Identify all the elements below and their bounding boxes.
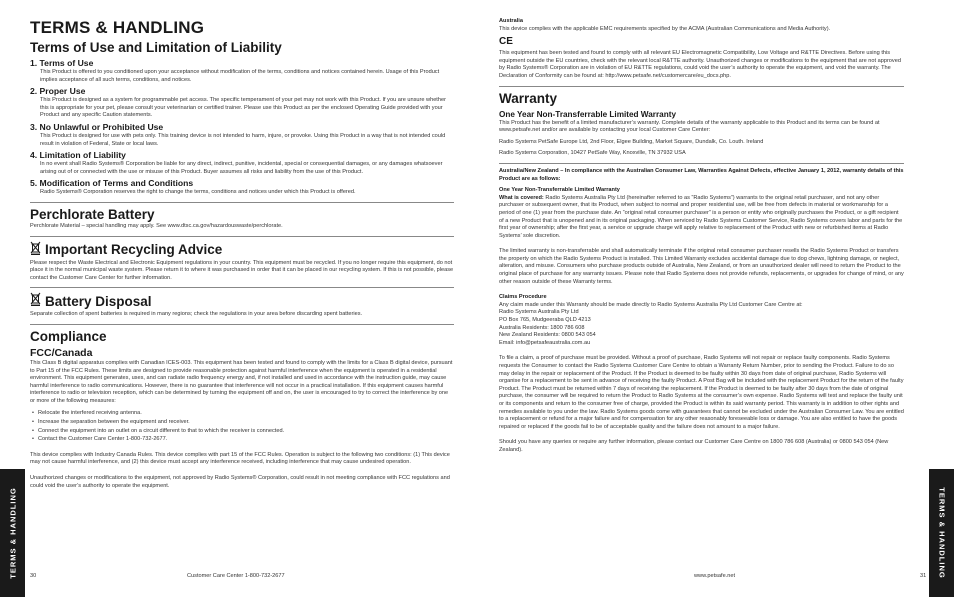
divider [30, 287, 454, 288]
divider [499, 86, 904, 87]
claims-line: New Zealand Residents: 0800 543 054 [499, 332, 596, 339]
divider [30, 236, 454, 237]
side-tab [0, 469, 25, 597]
page-number: 31 [920, 573, 927, 579]
no-unlawful-use-title: 3. No Unlawful or Prohibited Use [30, 121, 164, 132]
address-usa: Radio Systems Corporation, 10427 PetSafe Way, Knoxville, TN 37932 USA [499, 150, 686, 157]
list-item: • Contact the Customer Care Center 1-800-732-2677. [32, 435, 454, 444]
divider [499, 163, 904, 164]
industry-canada-body: This device complies with Industry Canada Rules. This device complies with part 15 of the FCC Rules. Operation is subject to the following two conditions: (1) This device may not cause harmful interference, and (2) this device must accept any interference received, including interference that may cause undesired operation. [30, 451, 450, 466]
crossed-out-bin-icon [30, 241, 41, 260]
terms-of-use-body: This Product is offered to you conditioned upon your acceptance without modification of the terms, conditions and notices contained herein. Usage of this Product implies acceptance of all such terms, conditions, and notices. [40, 69, 440, 83]
footer-text: Customer Care Center 1-800-732-2677 [187, 573, 285, 579]
battery-heading-row [30, 292, 454, 311]
divider [30, 202, 454, 203]
ce-body: This equipment has been tested and found to comply with all relevant EU Electromagnetic Compatibility, Low Voltage and R&TTE Directives. Before using this equipment outside the EU countries, check with the relevant local R&TTE authority. Unauthorized changes or modifications to the equipment that are not approved by Radio Systems® Corporation are in violation of EU R&TTE regulations, could void the user’s authority to operate the equipment, and void the warranty. The Declaration of Conformity can be found at: http://www.petsafe.net/customercare/eu_docs.php. [499, 50, 901, 79]
perchlorate-heading: Perchlorate Battery [30, 206, 155, 222]
australia-heading: Australia [499, 18, 523, 24]
side-tab-label: TERMS & HANDLING [8, 487, 17, 579]
terms-of-use-title: 1. Terms of Use [30, 58, 94, 68]
fcc-body: This Class B digital apparatus complies with Canadian ICES-003. This equipment has been tested and found to comply with the limits for a Class B digital device, pursuant to Part 15 of the FCC Rules. These limits are designed to provide reasonable protection against harmful interference when the equipment is operated in a residential environment. This equipment generates, uses, and can radiate radio frequency energy and, if not installed and used in accordance with the instruction guide, may cause harmful interference to radio communications. However, there is no guarantee that interference will not occur in a practical installation. If this equipment causes harmful interference to radio or television reception, which can be determined by turning the equipment off and on, the user is encouraged to try to correct the interference by one or more of the following measures: [30, 359, 453, 404]
no-unlawful-use-body: This Product is designed for use with pets only. This training device is not intended to harm, injure, or provoke. Using this Product in a way that is not intended could result in violation of Federal, State or local laws. [40, 132, 446, 147]
proper-use-title: 2. Proper Use [30, 86, 86, 97]
fcc-heading: FCC/Canada [30, 346, 93, 359]
claims-line: Email: info@petsafeaustralia.com.au [499, 339, 591, 346]
limited-warranty-body: The limited warranty is non-transferrable and shall automatically terminate if the original retail consumer purchaser resells the Radio Systems Product or transfers the property on which the Radio Systems Product is installed. This Limited Warranty excludes accidental damage due to dog chews, lightning damage, or neglect, alteration, and misuse. Consumers who purchase products outside of Australia, New Zealand, or from an unauthorized dealer will need to return the Product to the original place of purchase for any warranty issues. Please note that Radio Systems does not provide refunds, replacements, or upgrades for change of mind, or any other reason outside of these Warranty terms. [499, 248, 904, 285]
limitation-body: In no event shall Radio Systems® Corporation be liable for any direct, indirect, punitive, incidental, special or consequential damages, or any damages whatsoever arising out of or connected with the use or misuse of this Product. Buyer assumes all risks and liability from the use of this Product. [40, 161, 443, 175]
anz-heading: Australia/New Zealand – In compliance with the Australian Consumer Law, Warranties Against Defects, effective January 1, 2012, warranty details of this Product are as follows: [499, 167, 904, 182]
proper-use-body: This Product is designed as a system for programmable pet access. The specific temperament of your pet may not work with this Product. If you are unsure whether this is appropriate for your pet, please consult your veterinarian or certified trainer. Please use this Product as per the enclosed Operating Guide provided with your Product and any specific Caution statements. [40, 97, 446, 119]
warranty-heading: Warranty [499, 90, 558, 106]
claims-line: Australia Residents: 1800 786 608 [499, 324, 585, 331]
unauthorized-changes-body: Unauthorized changes or modifications to the equipment, not approved by Radio Systems® Corporation, could result in not meeting compliance with FCC regulations and could void the user’s authority to operate the equipment. [30, 475, 450, 489]
modification-title: 5. Modification of Terms and Conditions [30, 178, 194, 189]
perchlorate-body: Perchlorate Material – special handling may apply. See www.dtsc.ca.gov/hazardouswaste/perchlorate. [30, 222, 283, 229]
warranty-body: This Product has the benefit of a limited manufacturer’s warranty. Complete details of the warranty applicable to this Product and its terms can be found at www.petsafe.net and/or are available by contacting your local Customer Care Center: [499, 119, 880, 134]
covered-label: What is covered: [499, 194, 544, 201]
claims-intro: Any claim made under this Warranty should be made directly to Radio Systems Australia Pty Ltd Customer Care Centre at: [499, 301, 803, 308]
list-item: • Relocate the interfered receiving antenna. [32, 409, 454, 418]
warranty-subheading: One Year Non-Transferrable Limited Warranty [499, 109, 676, 119]
list-item: • Increase the separation between the equipment and receiver. [32, 418, 454, 427]
fcc-measures-list [32, 409, 454, 443]
side-tab-label: TERMS & HANDLING [937, 487, 946, 579]
terms-heading: Terms of Use and Limitation of Liability [30, 40, 282, 55]
battery-heading: Battery Disposal [45, 293, 152, 309]
covered-body: Radio Systems Australia Pty Ltd (hereinafter referred to as “Radio Systems”) warrants to the original retail purchaser, and not any other purchaser or subsequent owner, that its Product, when subject to normal and proper residential use, will be free from defects in material or workmanship for a period of one (1) year from the purchase date. An “original retail consumer purchaser” is a person or entity who originally purchases the Product, or a gift recipient of a new Product that is unopened and in its original packaging. When serviced by Radio Systems Customer Service, Radio Systems covers labor and parts for the first year of ownership; after the first year, a service or upgrade charge will apply relative to replacement of the Product with new or refurbished items at Radio Systems’ sole discretion. [499, 194, 903, 239]
right-column [499, 18, 904, 455]
divider [30, 324, 454, 325]
crossed-out-bin-icon [30, 292, 41, 311]
compliance-heading: Compliance [30, 328, 107, 344]
page-number: 30 [30, 573, 37, 579]
page-title: TERMS & HANDLING [30, 18, 205, 37]
australia-body: This device complies with the applicable EMC requirements specified by the ACMA (Australian Communications and Media Authority). [499, 25, 831, 32]
claims-line: Radio Systems Australia Pty Ltd [499, 309, 579, 316]
limitation-title: 4. Limitation of Liability [30, 150, 126, 161]
covered-paragraph [499, 195, 904, 241]
battery-body: Separate collection of spent batteries is required in many regions; check the regulations in your area before discarding spent batteries. [30, 311, 363, 318]
recycling-heading: Important Recycling Advice [45, 242, 223, 258]
recycling-heading-row [30, 241, 454, 260]
footer-url: www.petsafe.net [694, 573, 736, 579]
list-item: • Connect the equipment into an outlet on a circuit different to that to which the receiver is connected. [32, 427, 454, 436]
ce-mark: CE [499, 36, 513, 48]
left-column [30, 18, 454, 490]
side-tab [929, 469, 954, 597]
file-claim-body: To file a claim, a proof of purchase must be provided. Without a proof of purchase, Radio Systems will not repair or replace faulty components. Radio Systems requests the Consumer to contact the Radio Systems Customer Care Centre to obtain a Warranty Return Number, prior to sending the Product. Failure to do so may delay in the repair or replacement of the Product. If the Product is deemed to be faulty within 30 days from date of original purchase, Radio Systems will organise for a replacement to be sent in advance of receiving the faulty Product. A Post Bag will be included with the replacement Product for the return of the faulty Product. The Product must be returned within 7 days of receiving the replacement. If the Product is deemed to be faulty after 30 days from the date of original purchase, the consumer will be required to return the Product to Radio Systems at the consumer’s own expense. Radio Systems will test and replace the faulty unit or its components and return to the consumer free of charge, provided the Product is within its said warranty period. This warranty is in addition to other rights and remedies available to you under the law. Radio Systems goods come with guarantees that cannot be excluded under the Australian Consumer Law. You are entitled to a replacement or refund for a major failure and for compensation for any other reasonably foreseeable loss or damage. You are also entitled to have the goods repaired or replaced if the goods fail to be of acceptable quality and the failure does not amount to a major failure. [499, 355, 904, 430]
modification-body: Radio Systems® Corporation reserves the right to change the terms, conditions and notices under which this Product is offered. [40, 189, 356, 196]
queries-body: Should you have any queries or require any further information, please contact our Customer Care Centre on 1800 786 608 (Australia) or 0800 543 054 (New Zealand). [499, 439, 889, 453]
anz-subheading: One Year Non-Transferrable Limited Warranty [499, 187, 620, 194]
right-page [477, 0, 954, 597]
claims-heading: Claims Procedure [499, 294, 547, 301]
claims-line: PO Box 765, Mudgeeraba QLD 4213 [499, 317, 591, 324]
address-europe: Radio Systems PetSafe Europe Ltd, 2nd Floor, Elgee Building, Market Square, Dundalk, Co. Louth. Ireland [499, 138, 764, 145]
recycling-body: Please respect the Waste Electrical and Electronic Equipment regulations in your country. This equipment must be recycled. If you no longer require this equipment, do not place it in the normal municipal waste system. Please return it to where it was purchased in order that it can be placed in our recycling system. If this is not possible, please contact the Customer Care Center for further information. [30, 259, 454, 281]
